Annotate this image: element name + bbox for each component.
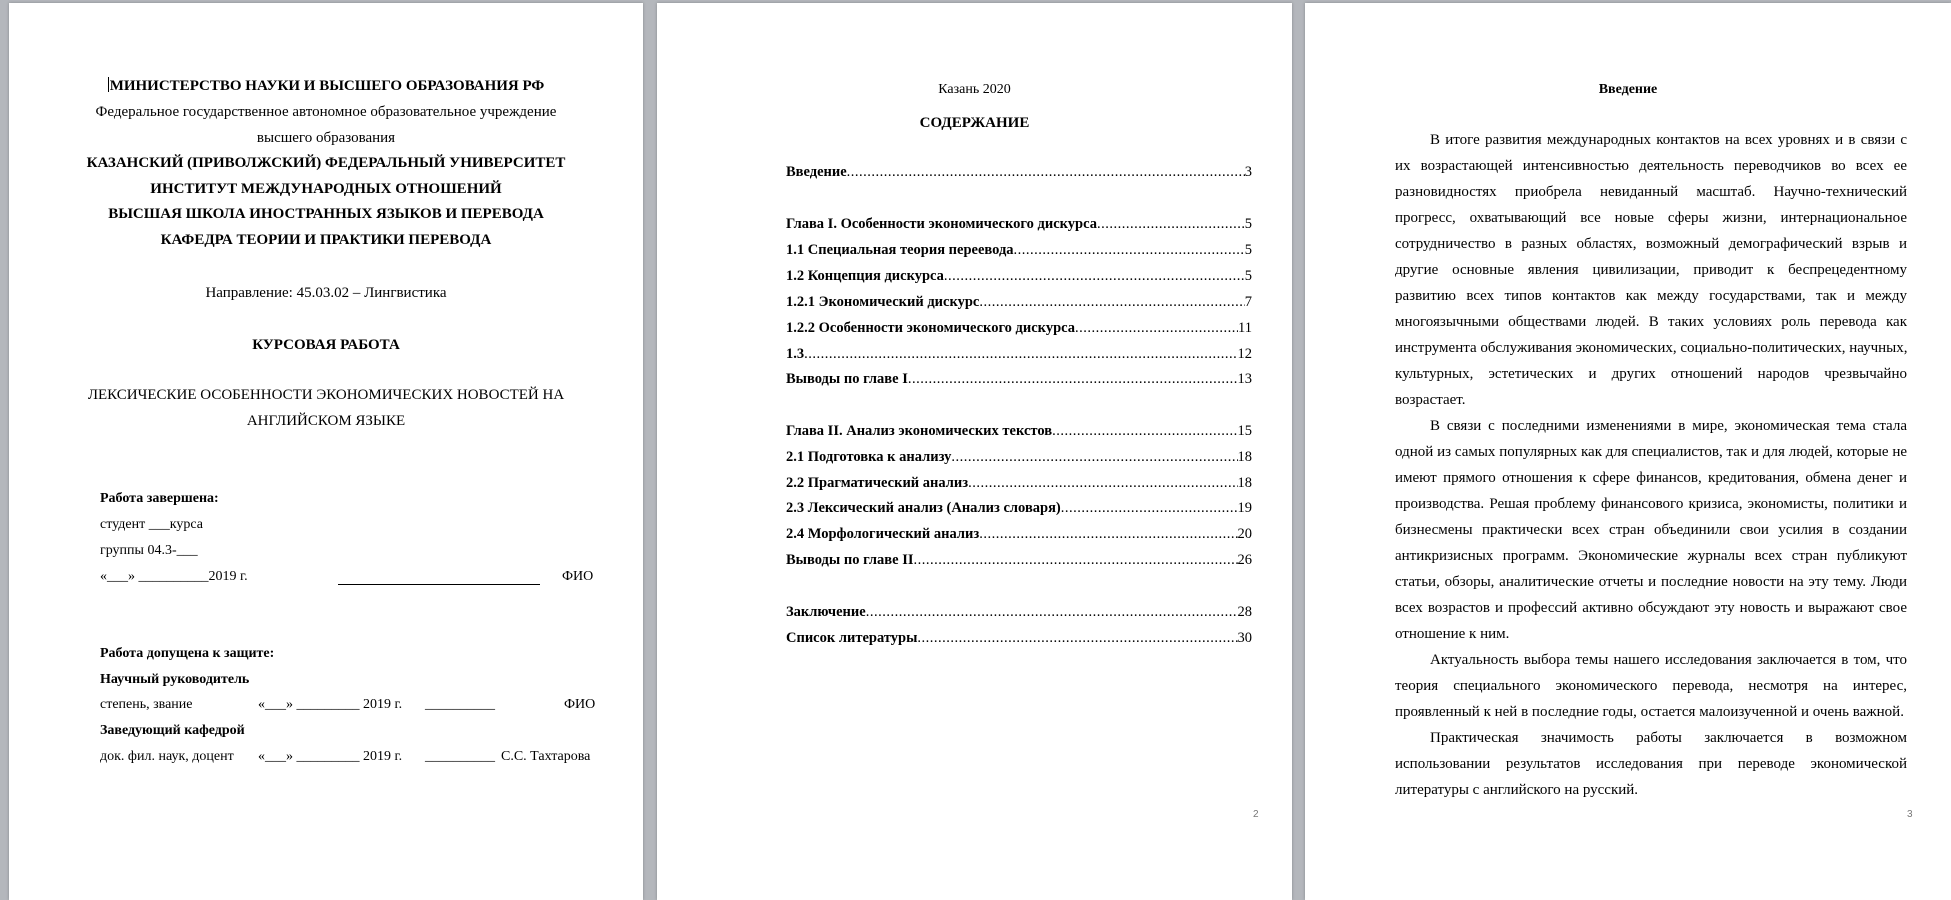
toc-entry[interactable]: Список литературы ..... 30 [786, 630, 1252, 650]
text-line: многоязычными обществами людей. В таких условиях роль перевода как [1395, 314, 1907, 330]
introduction-page[interactable] [1305, 3, 1951, 900]
head-label: Заведующий кафедрой [100, 723, 245, 738]
education-level: высшего образования [256, 130, 396, 146]
admitted-label: Работа допущена к защите: [100, 646, 275, 661]
toc-entry[interactable]: Заключение ..... 28 [786, 604, 1252, 624]
text-line: прогресс, охватывающий все новые сферы жизни, интернациональное [1395, 210, 1907, 226]
page-number: 3 [1907, 809, 1913, 820]
toc-entry[interactable]: 1.2.1 Экономический дискурс ..... 7 [786, 294, 1252, 314]
toc-entry[interactable]: Выводы по главе I ..... 13 [786, 371, 1252, 391]
text-line: теория специального экономического перевода, несмотря на интерес, [1395, 678, 1907, 694]
text-line: В связи с последними изменениями в мире, экономическая тема стала [1430, 418, 1907, 434]
text-line: использовании результатов исследования при переводе экономической [1395, 756, 1907, 772]
text-line: Актуальность выбора темы нашего исследования заключается в том, что [1430, 652, 1907, 668]
page-number: 2 [1253, 809, 1259, 820]
text-cursor [108, 77, 109, 92]
toc-entry[interactable]: Глава II. Анализ экономических текстов ..... 15 [786, 423, 1252, 443]
toc-entry[interactable]: 1.2 Концепция дискурса ..... 5 [786, 268, 1252, 288]
text-line: их возрастающей интенсивностью деятельность переводчиков во всех ее [1395, 158, 1907, 174]
text-line: бизнесмены практически всех стран объединили свои усилия в создании [1395, 522, 1907, 538]
text-line: развитию всех типов контактов как между государствами, так и между [1395, 288, 1907, 304]
toc-entry[interactable]: 2.4 Морфологический анализ ..... 20 [786, 526, 1252, 546]
date-line-2: «___» _________ 2019 г. [258, 697, 403, 712]
text-line: инструмента обслуживания экономических, социально-политических, научных, [1395, 340, 1908, 356]
signature-line [338, 584, 540, 585]
title-page[interactable] [9, 3, 643, 900]
text-line: возрастает. [1395, 392, 1466, 408]
institution-type: Федеральное государственное автономное образовательное учреждение [95, 104, 557, 120]
head-degree: док. фил. наук, доцент [100, 749, 234, 764]
topic-line-2: АНГЛИЙСКОМ ЯЗЫКЕ [246, 413, 406, 429]
contents-page[interactable] [657, 3, 1292, 900]
university-name: КАЗАНСКИЙ (ПРИВОЛЖСКИЙ) ФЕДЕРАЛЬНЫЙ УНИВЕРСИТЕТ [86, 155, 566, 171]
head-name: С.С. Тахтарова [501, 749, 591, 764]
supervisor-label: Научный руководитель [100, 672, 250, 687]
work-type: КУРСОВАЯ РАБОТА [252, 337, 400, 353]
signature-blank-2: __________ [425, 697, 495, 712]
fio-label: ФИО [562, 569, 594, 584]
text-line: отношение к ним. [1395, 626, 1510, 642]
ministry-heading: МИНИСТЕРСТВО НАУКИ И ВЫСШЕГО ОБРАЗОВАНИЯ РФ [109, 78, 545, 94]
text-line: разновидностях приобрела невиданный масштаб. Научно-технический [1395, 184, 1907, 200]
text-line: Практическая значимость работы заключается в возможном [1430, 730, 1907, 746]
toc-entry[interactable]: Введение ..... 3 [786, 164, 1252, 184]
text-line: имеют прямого отношения к сфере финансов, кредитования, обмена денег и [1395, 470, 1907, 486]
contents-title: СОДЕРЖАНИЕ [919, 115, 1030, 131]
text-line: другие основные явления цивилизации, приводит к беспрецедентному [1395, 262, 1907, 278]
fio-label-2: ФИО [564, 697, 596, 712]
group-line: группы 04.3-___ [100, 543, 198, 558]
toc-entry[interactable]: Глава I. Особенности экономического дискурса ..... 5 [786, 216, 1252, 236]
toc-entry[interactable]: 2.1 Подготовка к анализу ..... 18 [786, 449, 1252, 469]
date-line-3: «___» _________ 2019 г. [258, 749, 403, 764]
text-line: статьи, обзоры, аналитические отчеты и последние новости на эту тему. Люди [1395, 574, 1907, 590]
institute-name: ИНСТИТУТ МЕЖДУНАРОДНЫХ ОТНОШЕНИЙ [150, 181, 502, 197]
text-line: литературы с английского на русский. [1395, 782, 1639, 798]
toc-entry[interactable]: 1.1 Специальная теория переевода ..... 5 [786, 242, 1252, 262]
paragraph-1 [1395, 127, 1907, 413]
toc-entry[interactable]: Выводы по главе II ..... 26 [786, 552, 1252, 572]
toc-entry[interactable]: 1.3 ..... 12 [786, 346, 1252, 366]
text-line: одной из самых популярных как для специалистов, так и для людей, которые не [1395, 444, 1907, 460]
direction-line: Направление: 45.03.02 – Лингвистика [205, 285, 447, 301]
toc-entry[interactable]: 1.2.2 Особенности экономического дискурса ..... 11 [786, 320, 1252, 340]
text-line: антикризисных программ. Экономические журналы всех стран публикуют [1395, 548, 1907, 564]
text-line: производства. Решая проблему финансового кризиса, экономисты, политики и [1395, 496, 1907, 512]
signature-blank-3: __________ [425, 749, 495, 764]
student-line: студент ___курса [100, 517, 203, 532]
paragraph-4 [1395, 725, 1907, 803]
school-name: ВЫСШАЯ ШКОЛА ИНОСТРАННЫХ ЯЗЫКОВ И ПЕРЕВОДА [108, 206, 544, 222]
degree-label: степень, звание [100, 697, 193, 712]
text-line: В итоге развития международных контактов на всех уровнях и в связи с [1430, 132, 1907, 148]
paragraph-3 [1395, 647, 1907, 725]
completed-label: Работа завершена: [100, 491, 219, 506]
text-line: культурных, эстетических и других отношений народов чрезвычайно [1395, 366, 1907, 382]
date-line: «___» __________2019 г. [100, 569, 248, 584]
text-line: сотрудничество в разных областях, возможный демографический взрыв и [1395, 236, 1907, 252]
toc-entry[interactable]: 2.2 Прагматический анализ ..... 18 [786, 475, 1252, 495]
text-line: проявленный к ней в последние годы, остается малоизученной и очень важной. [1395, 704, 1904, 720]
topic-line-1: ЛЕКСИЧЕСКИЕ ОСОБЕННОСТИ ЭКОНОМИЧЕСКИХ НОВОСТЕЙ НА [87, 387, 565, 403]
city-year: Казань 2020 [938, 82, 1011, 97]
paragraph-2 [1395, 413, 1907, 647]
text-line: всех возрастов и профессий активно обсуждают эту новость и выражают свое [1395, 600, 1907, 616]
department-name: КАФЕДРА ТЕОРИИ И ПРАКТИКИ ПЕРЕВОДА [160, 232, 492, 248]
introduction-title: Введение [1598, 82, 1658, 97]
toc-entry[interactable]: 2.3 Лексический анализ (Анализ словаря) ..... 19 [786, 500, 1252, 520]
